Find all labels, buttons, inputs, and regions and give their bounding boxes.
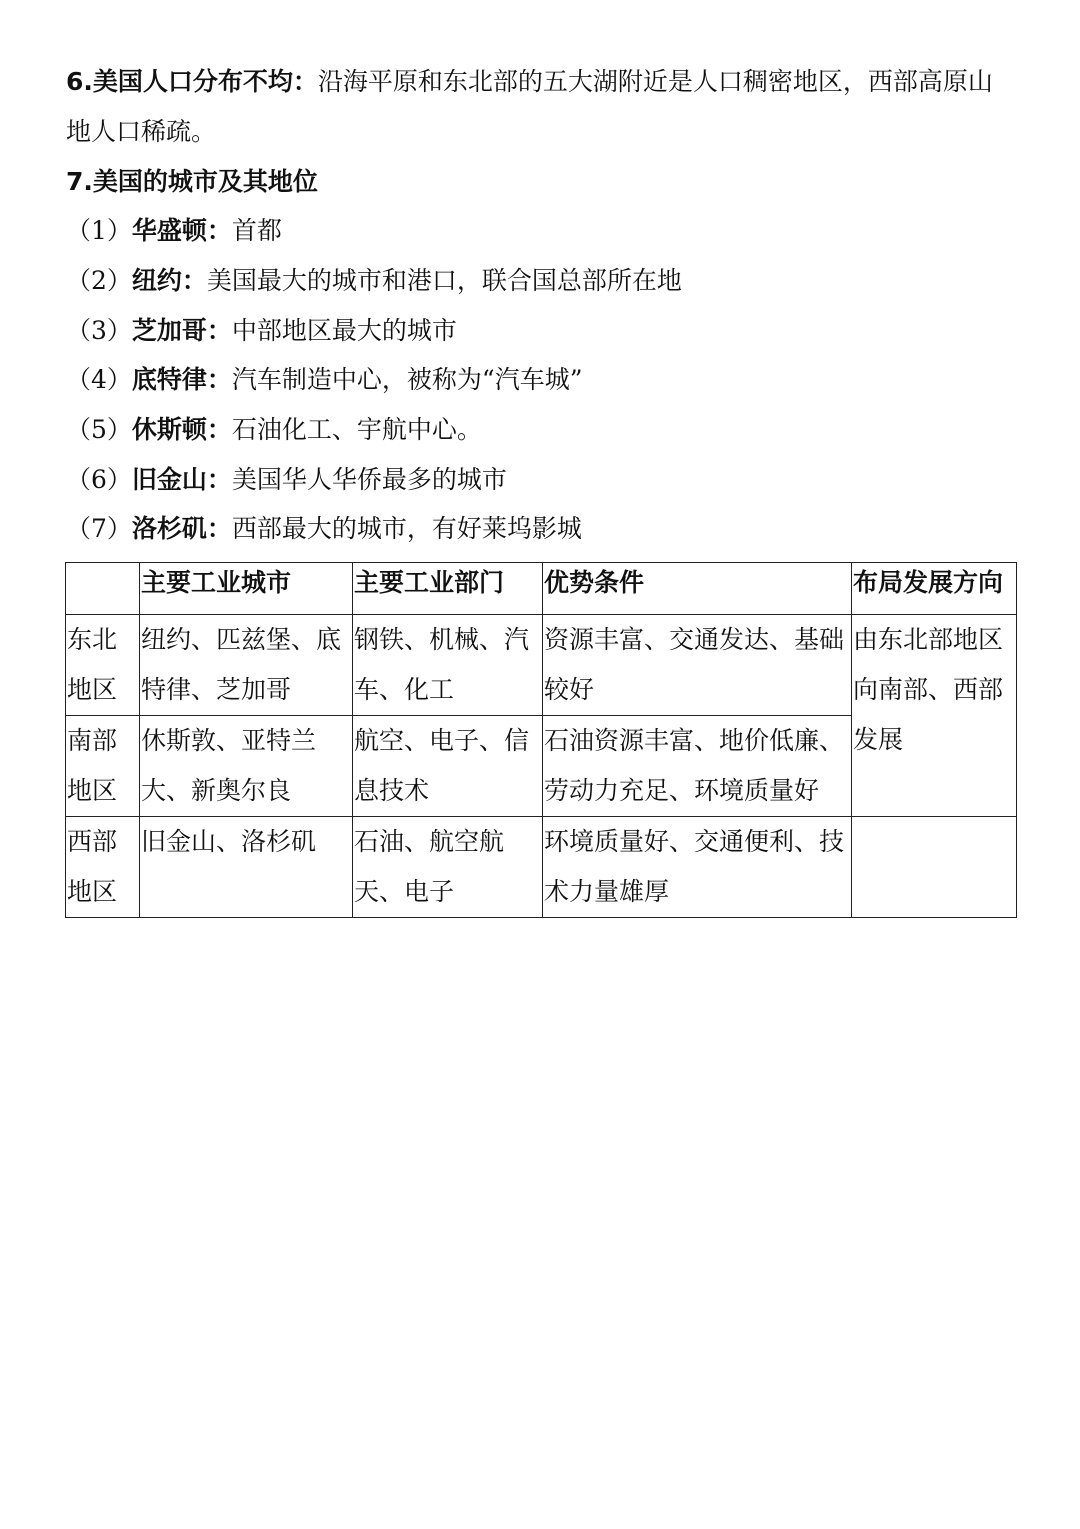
city-item [66,265,682,297]
city-item-name: 旧金山： [131,465,232,494]
city-item-number: （2） [66,266,132,295]
advantages-cell: 资源丰富、交通发达、基础较好 [543,615,852,716]
city-item-desc: 石油化工、宇航中心。 [231,415,482,444]
city-item-number: （1） [66,216,132,245]
region-cell: 南部地区 [66,716,140,817]
region-cell: 东北地区 [66,615,140,716]
sectors-cell: 石油、航空航天、电子 [353,817,543,918]
section6-text-line1: 沿海平原和东北部的五大湖附近是人口稠密地区，西部高原山 [317,67,993,96]
city-item-name: 底特律： [131,365,232,394]
direction-cell: 由东北部地区向南部、西部发展 [852,615,1017,817]
city-item-name: 休斯顿： [131,415,232,444]
table-header-cell: 优势条件 [543,563,852,615]
city-item-name: 洛杉矶： [131,514,232,543]
cities-cell: 休斯敦、亚特兰大、新奥尔良 [140,716,353,817]
city-item [66,513,582,545]
section6-heading: 6.美国人口分布不均： [66,67,318,96]
city-item [66,414,482,446]
advantages-cell: 石油资源丰富、地价低廉、劳动力充足、环境质量好 [543,716,852,817]
city-item-name: 纽约： [131,266,207,295]
advantages-cell: 环境质量好、交通便利、技术力量雄厚 [543,817,852,918]
table-header-cell [66,563,140,615]
sectors-cell: 钢铁、机械、汽车、化工 [353,615,543,716]
empty-cell [852,817,1017,918]
industry-table [65,562,1017,918]
city-item-name: 芝加哥： [131,316,232,345]
section6-line1 [66,66,993,98]
city-item-number: （5） [66,415,132,444]
city-item-number: （7） [66,514,132,543]
city-item-number: （6） [66,465,132,494]
city-item [66,364,583,396]
section7-heading: 7.美国的城市及其地位 [66,167,318,196]
city-item-number: （3） [66,316,132,345]
table-header-cell: 主要工业城市 [140,563,353,615]
city-item-desc: 汽车制造中心，被称为“汽车城” [231,365,583,394]
city-item [66,315,457,347]
city-item-desc: 首都 [231,216,282,245]
table-header-cell: 主要工业部门 [353,563,543,615]
city-item-desc: 美国华人华侨最多的城市 [231,465,507,494]
city-item-desc: 中部地区最大的城市 [231,316,457,345]
cities-cell: 旧金山、洛杉矶 [140,817,353,918]
section6-text-line2: 地人口稀疏。 [66,117,217,146]
table-row [66,817,1017,918]
city-item-desc: 美国最大的城市和港口，联合国总部所在地 [206,266,682,295]
city-item-number: （4） [66,365,132,394]
table-header-row [66,563,1017,615]
city-item [66,464,507,496]
city-item [66,215,282,247]
city-item-desc: 西部最大的城市，有好莱坞影城 [231,514,582,543]
sectors-cell: 航空、电子、信息技术 [353,716,543,817]
cities-cell: 纽约、匹兹堡、底特律、芝加哥 [140,615,353,716]
table-row [66,615,1017,716]
city-item-name: 华盛顿： [131,216,232,245]
region-cell: 西部地区 [66,817,140,918]
table-header-cell: 布局发展方向 [852,563,1017,615]
